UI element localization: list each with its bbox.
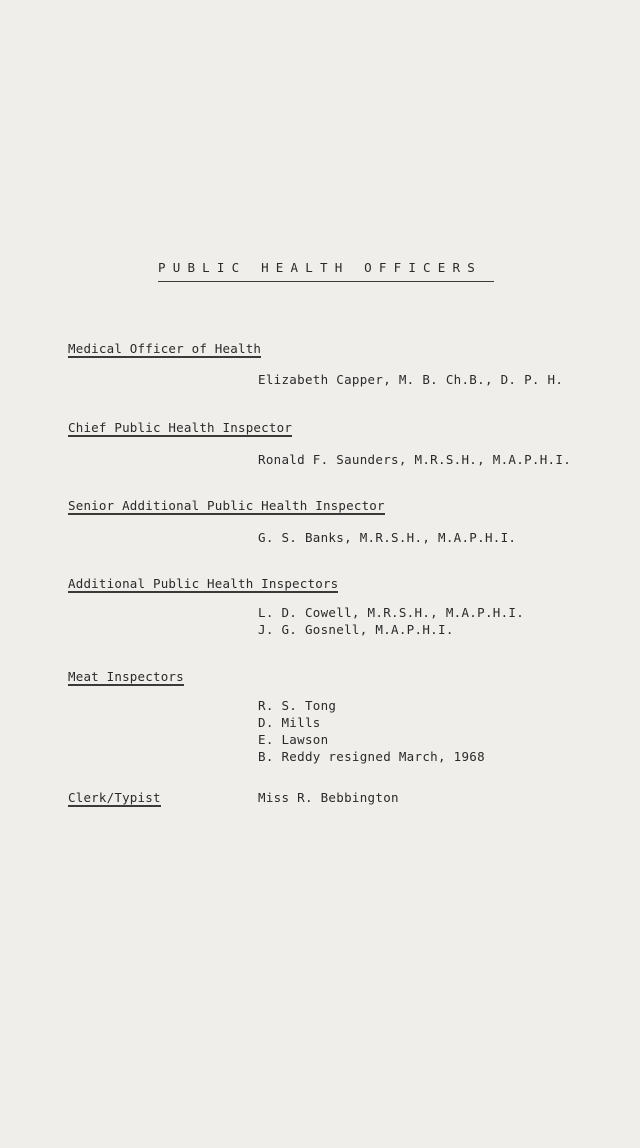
additional-inspector-name: J. G. Gosnell, M.A.P.H.I. [258, 622, 454, 637]
meat-inspector-name: D. Mills [258, 715, 321, 730]
additional-inspector-name: L. D. Cowell, M.R.S.H., M.A.P.H.I. [258, 605, 525, 620]
section-heading-medical-officer: Medical Officer of Health [68, 341, 262, 356]
section-heading-additional-inspectors: Additional Public Health Inspectors [68, 576, 339, 591]
clerk-typist-label: Clerk/Typist [68, 790, 161, 805]
clerk-typist-name: Miss R. Bebbington [258, 790, 399, 805]
section-heading-meat-inspectors: Meat Inspectors [68, 669, 184, 684]
meat-inspector-name: B. Reddy resigned March, 1968 [258, 749, 485, 764]
chief-inspector-name: Ronald F. Saunders, M.R.S.H., M.A.P.H.I. [258, 452, 572, 467]
page-title: PUBLIC HEALTH OFFICERS [158, 260, 482, 275]
section-heading-senior-additional-inspector: Senior Additional Public Health Inspector [68, 498, 385, 513]
meat-inspector-name: R. S. Tong [258, 698, 337, 713]
meat-inspector-name: E. Lawson [258, 732, 329, 747]
medical-officer-name: Elizabeth Capper, M. B. Ch.B., D. P. H. [258, 372, 564, 387]
section-heading-chief-inspector: Chief Public Health Inspector [68, 420, 293, 435]
senior-additional-inspector-name: G. S. Banks, M.R.S.H., M.A.P.H.I. [258, 530, 517, 545]
title-underline [158, 281, 494, 282]
